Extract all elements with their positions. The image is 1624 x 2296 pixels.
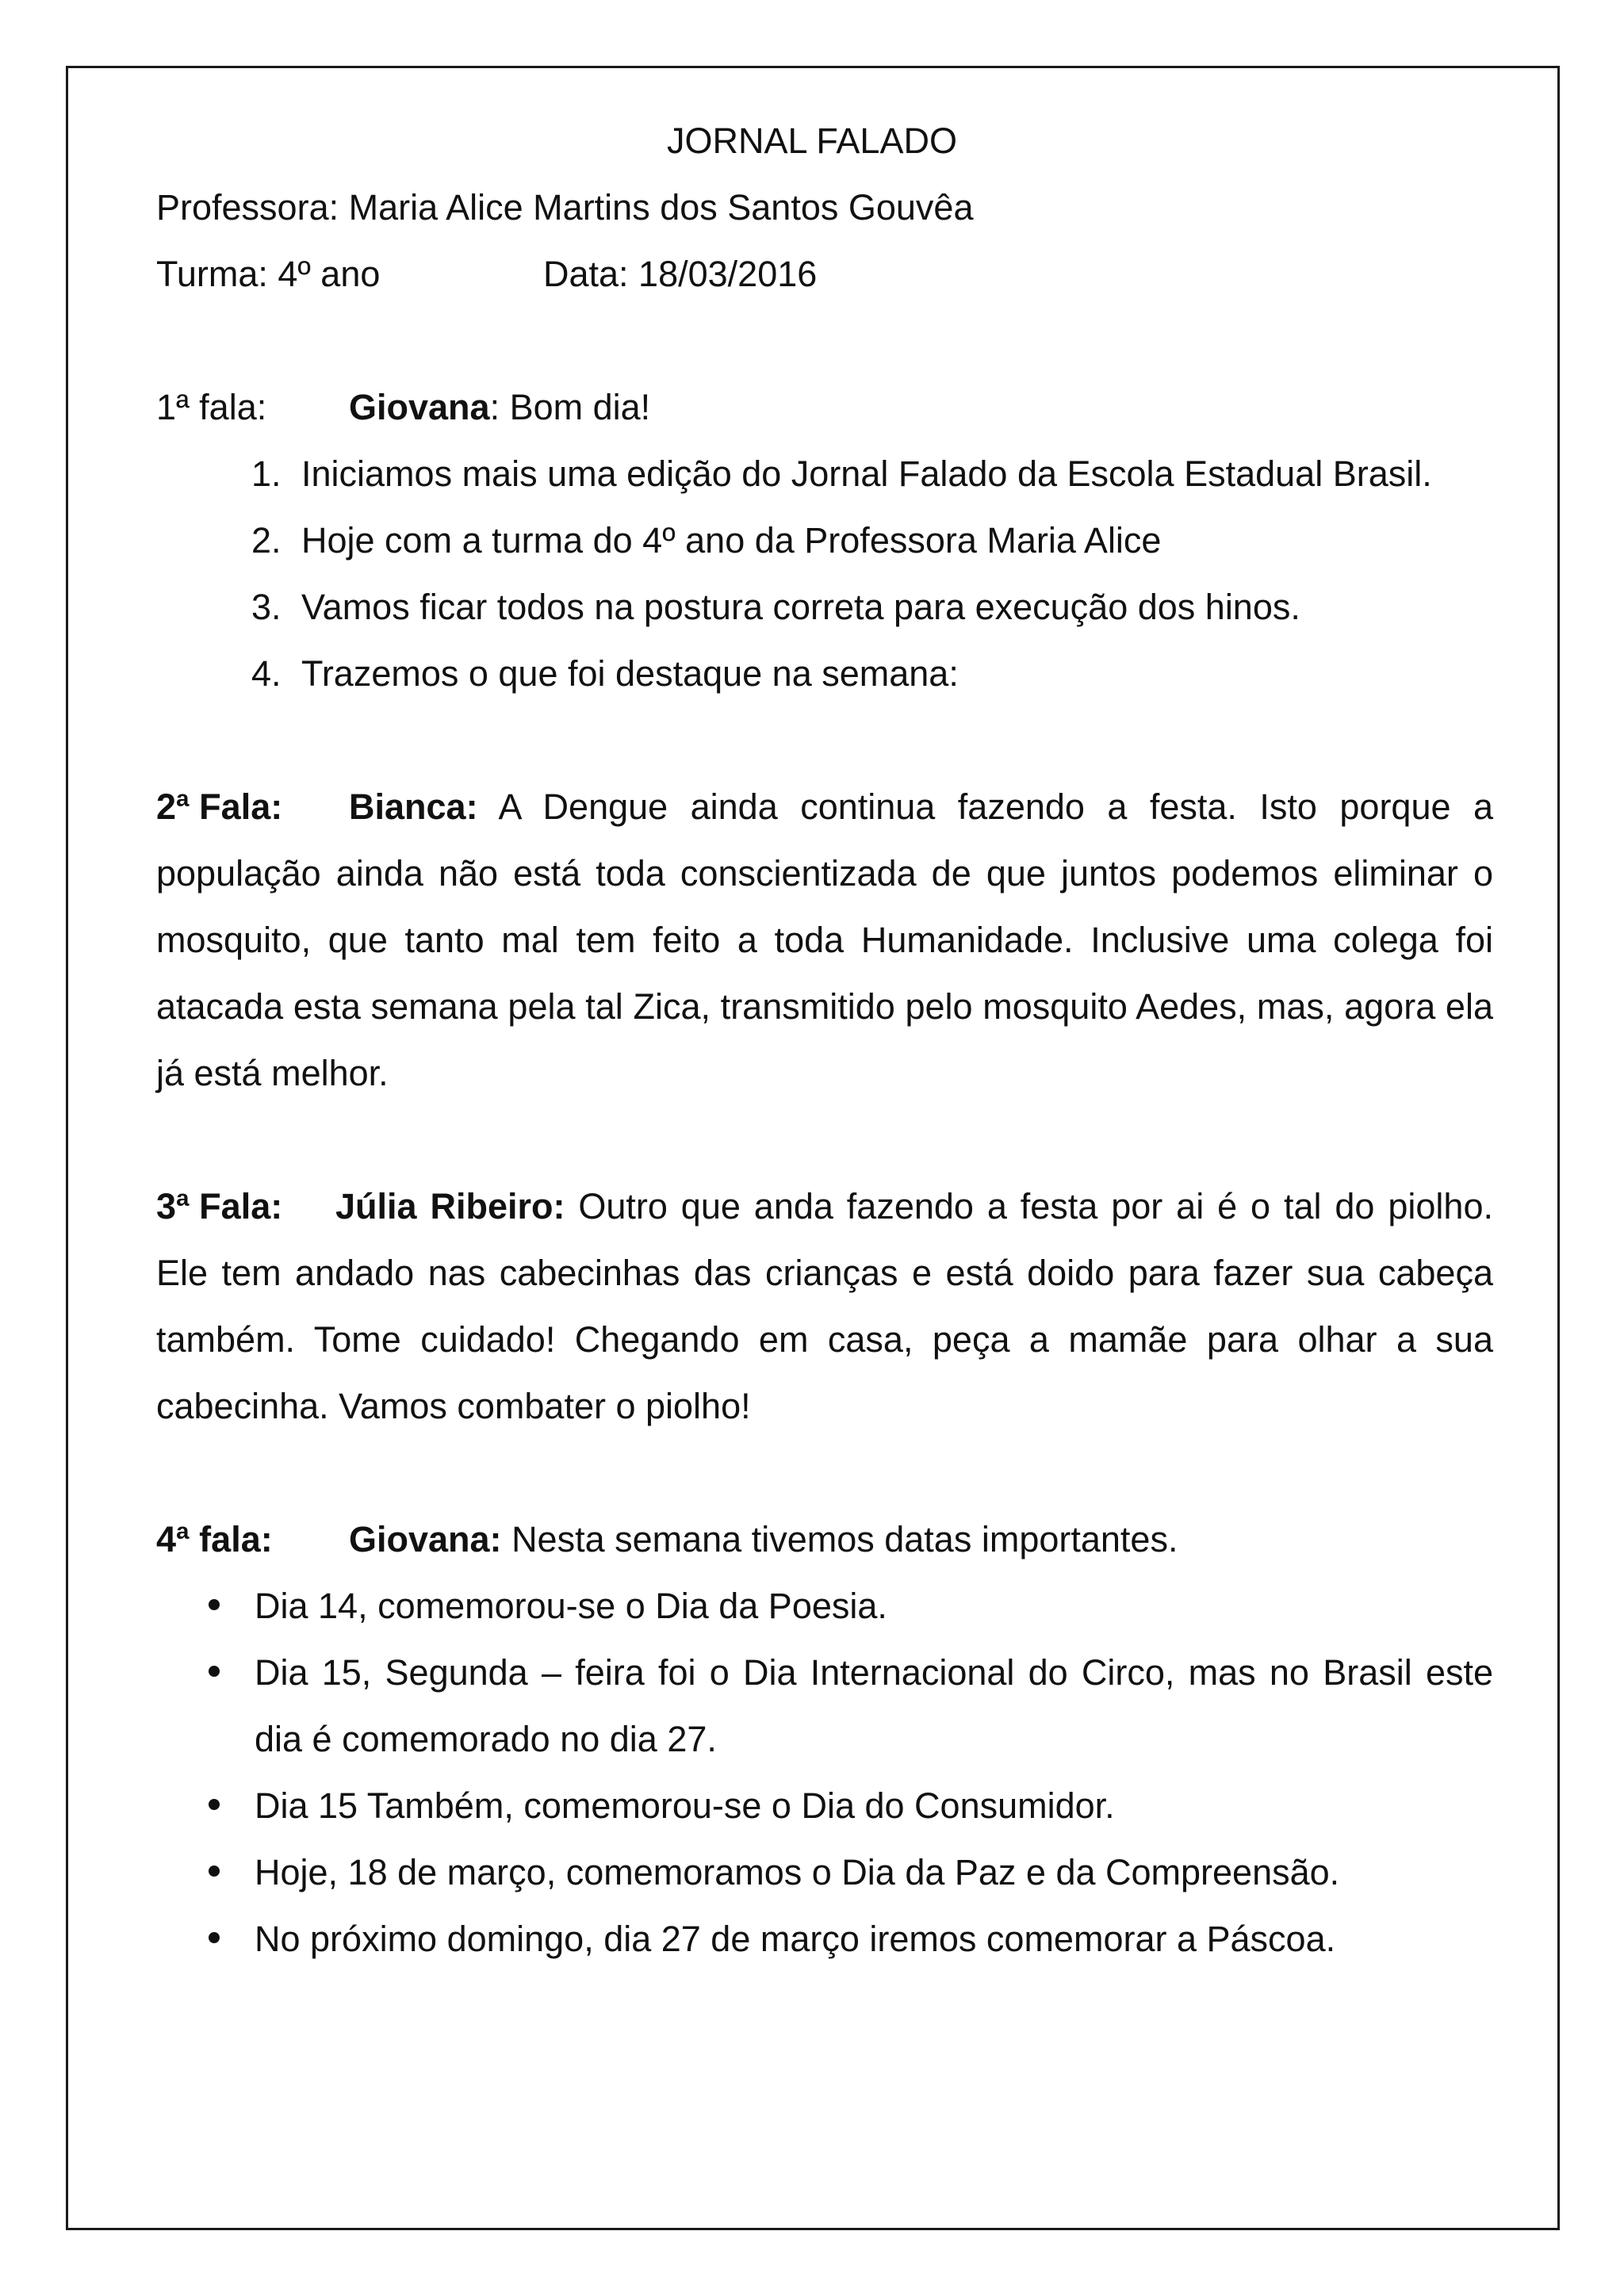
bullet-icon [209, 1932, 220, 1943]
list-item-text: Vamos ficar todos na postura correta para execução dos hinos. [301, 587, 1300, 627]
list-number: 1. [251, 453, 282, 494]
speech-3-label: 3ª Fala: [156, 1186, 283, 1226]
list-number: 3. [251, 587, 282, 627]
speech-3-speaker: Júlia Ribeiro: [335, 1186, 565, 1226]
bullet-item [156, 1839, 1493, 1906]
bullet-text: Dia 15 Também, comemorou-se o Dia do Consumidor. [255, 1785, 1115, 1826]
list-number: 4. [251, 653, 282, 694]
document-title: JORNAL FALADO [667, 121, 957, 161]
bullet-item [156, 1773, 1493, 1839]
bullet-item [156, 1640, 1493, 1773]
list-number: 2. [251, 520, 282, 561]
speech-2-paragraph [156, 774, 1493, 1107]
bullet-icon [209, 1599, 220, 1610]
list-item-text: Hoje com a turma do 4º ano da Professora Maria Alice [301, 520, 1162, 561]
speech-3-text: Outro que anda fazendo a festa por ai é o tal do piolho. Ele tem andado nas cabecinhas das crianças e está doido para fazer sua cabeça também. Tome cuidado! Chegando em casa, peça a mamãe para olhar a sua cabecinha. Vamos combater o piolho! [156, 1186, 1493, 1426]
list-item [156, 574, 1493, 641]
bullet-icon [209, 1799, 220, 1810]
bullet-text: Hoje, 18 de março, comemoramos o Dia da Paz e da Compreensão. [255, 1852, 1340, 1892]
speech-3-paragraph [156, 1173, 1493, 1440]
list-item [156, 641, 1493, 707]
list-item [156, 441, 1493, 507]
bullet-item [156, 1573, 1493, 1640]
bullet-text: Dia 14, comemorou-se o Dia da Poesia. [255, 1586, 887, 1626]
speech-1-speaker: Giovana [349, 387, 490, 427]
class-label: Turma: 4º ano [156, 254, 381, 294]
bullet-icon [209, 1866, 220, 1877]
date-label: Data: 18/03/2016 [543, 254, 818, 294]
speech-1-heading [156, 374, 1493, 441]
bullet-text: No próximo domingo, dia 27 de março iremos comemorar a Páscoa. [255, 1919, 1336, 1959]
list-item-text: Iniciamos mais uma edição do Jornal Falado da Escola Estadual Brasil. [301, 453, 1432, 494]
bullet-item [156, 1906, 1493, 1973]
list-item-text: Trazemos o que foi destaque na semana: [301, 653, 959, 694]
speech-2-speaker: Bianca: [349, 786, 478, 827]
speech-2-text: A Dengue ainda continua fazendo a festa. Isto porque a população ainda não está toda conscientizada de que juntos podemos eliminar o mosquito, que tanto mal tem feito a toda Humanidade. Inclusive uma colega foi atacada esta semana pela tal Zica, transmitido pelo mosquito Aedes, mas, agora ela já está melhor. [156, 786, 1493, 1093]
speech-4-text: Nesta semana tivemos datas importantes. [511, 1519, 1178, 1559]
speech-4-list [156, 1573, 1493, 1973]
document-body [156, 174, 1493, 1973]
bullet-icon [209, 1666, 220, 1677]
speech-1-list [156, 441, 1493, 707]
class-date-line [156, 241, 1493, 308]
speech-4-label: 4ª fala: [156, 1519, 273, 1559]
speech-4-heading [156, 1506, 1493, 1573]
speech-2-label: 2ª Fala: [156, 786, 283, 827]
speech-1-label: 1ª fala: [156, 387, 267, 427]
speech-4-speaker: Giovana: [349, 1519, 502, 1559]
speech-1-text: : Bom dia! [489, 387, 651, 427]
bullet-text: Dia 15, Segunda – feira foi o Dia Internacional do Circo, mas no Brasil este dia é comemorado no dia 27. [255, 1652, 1493, 1759]
list-item [156, 507, 1493, 574]
teacher-line: Professora: Maria Alice Martins dos Santos Gouvêa [156, 187, 974, 228]
